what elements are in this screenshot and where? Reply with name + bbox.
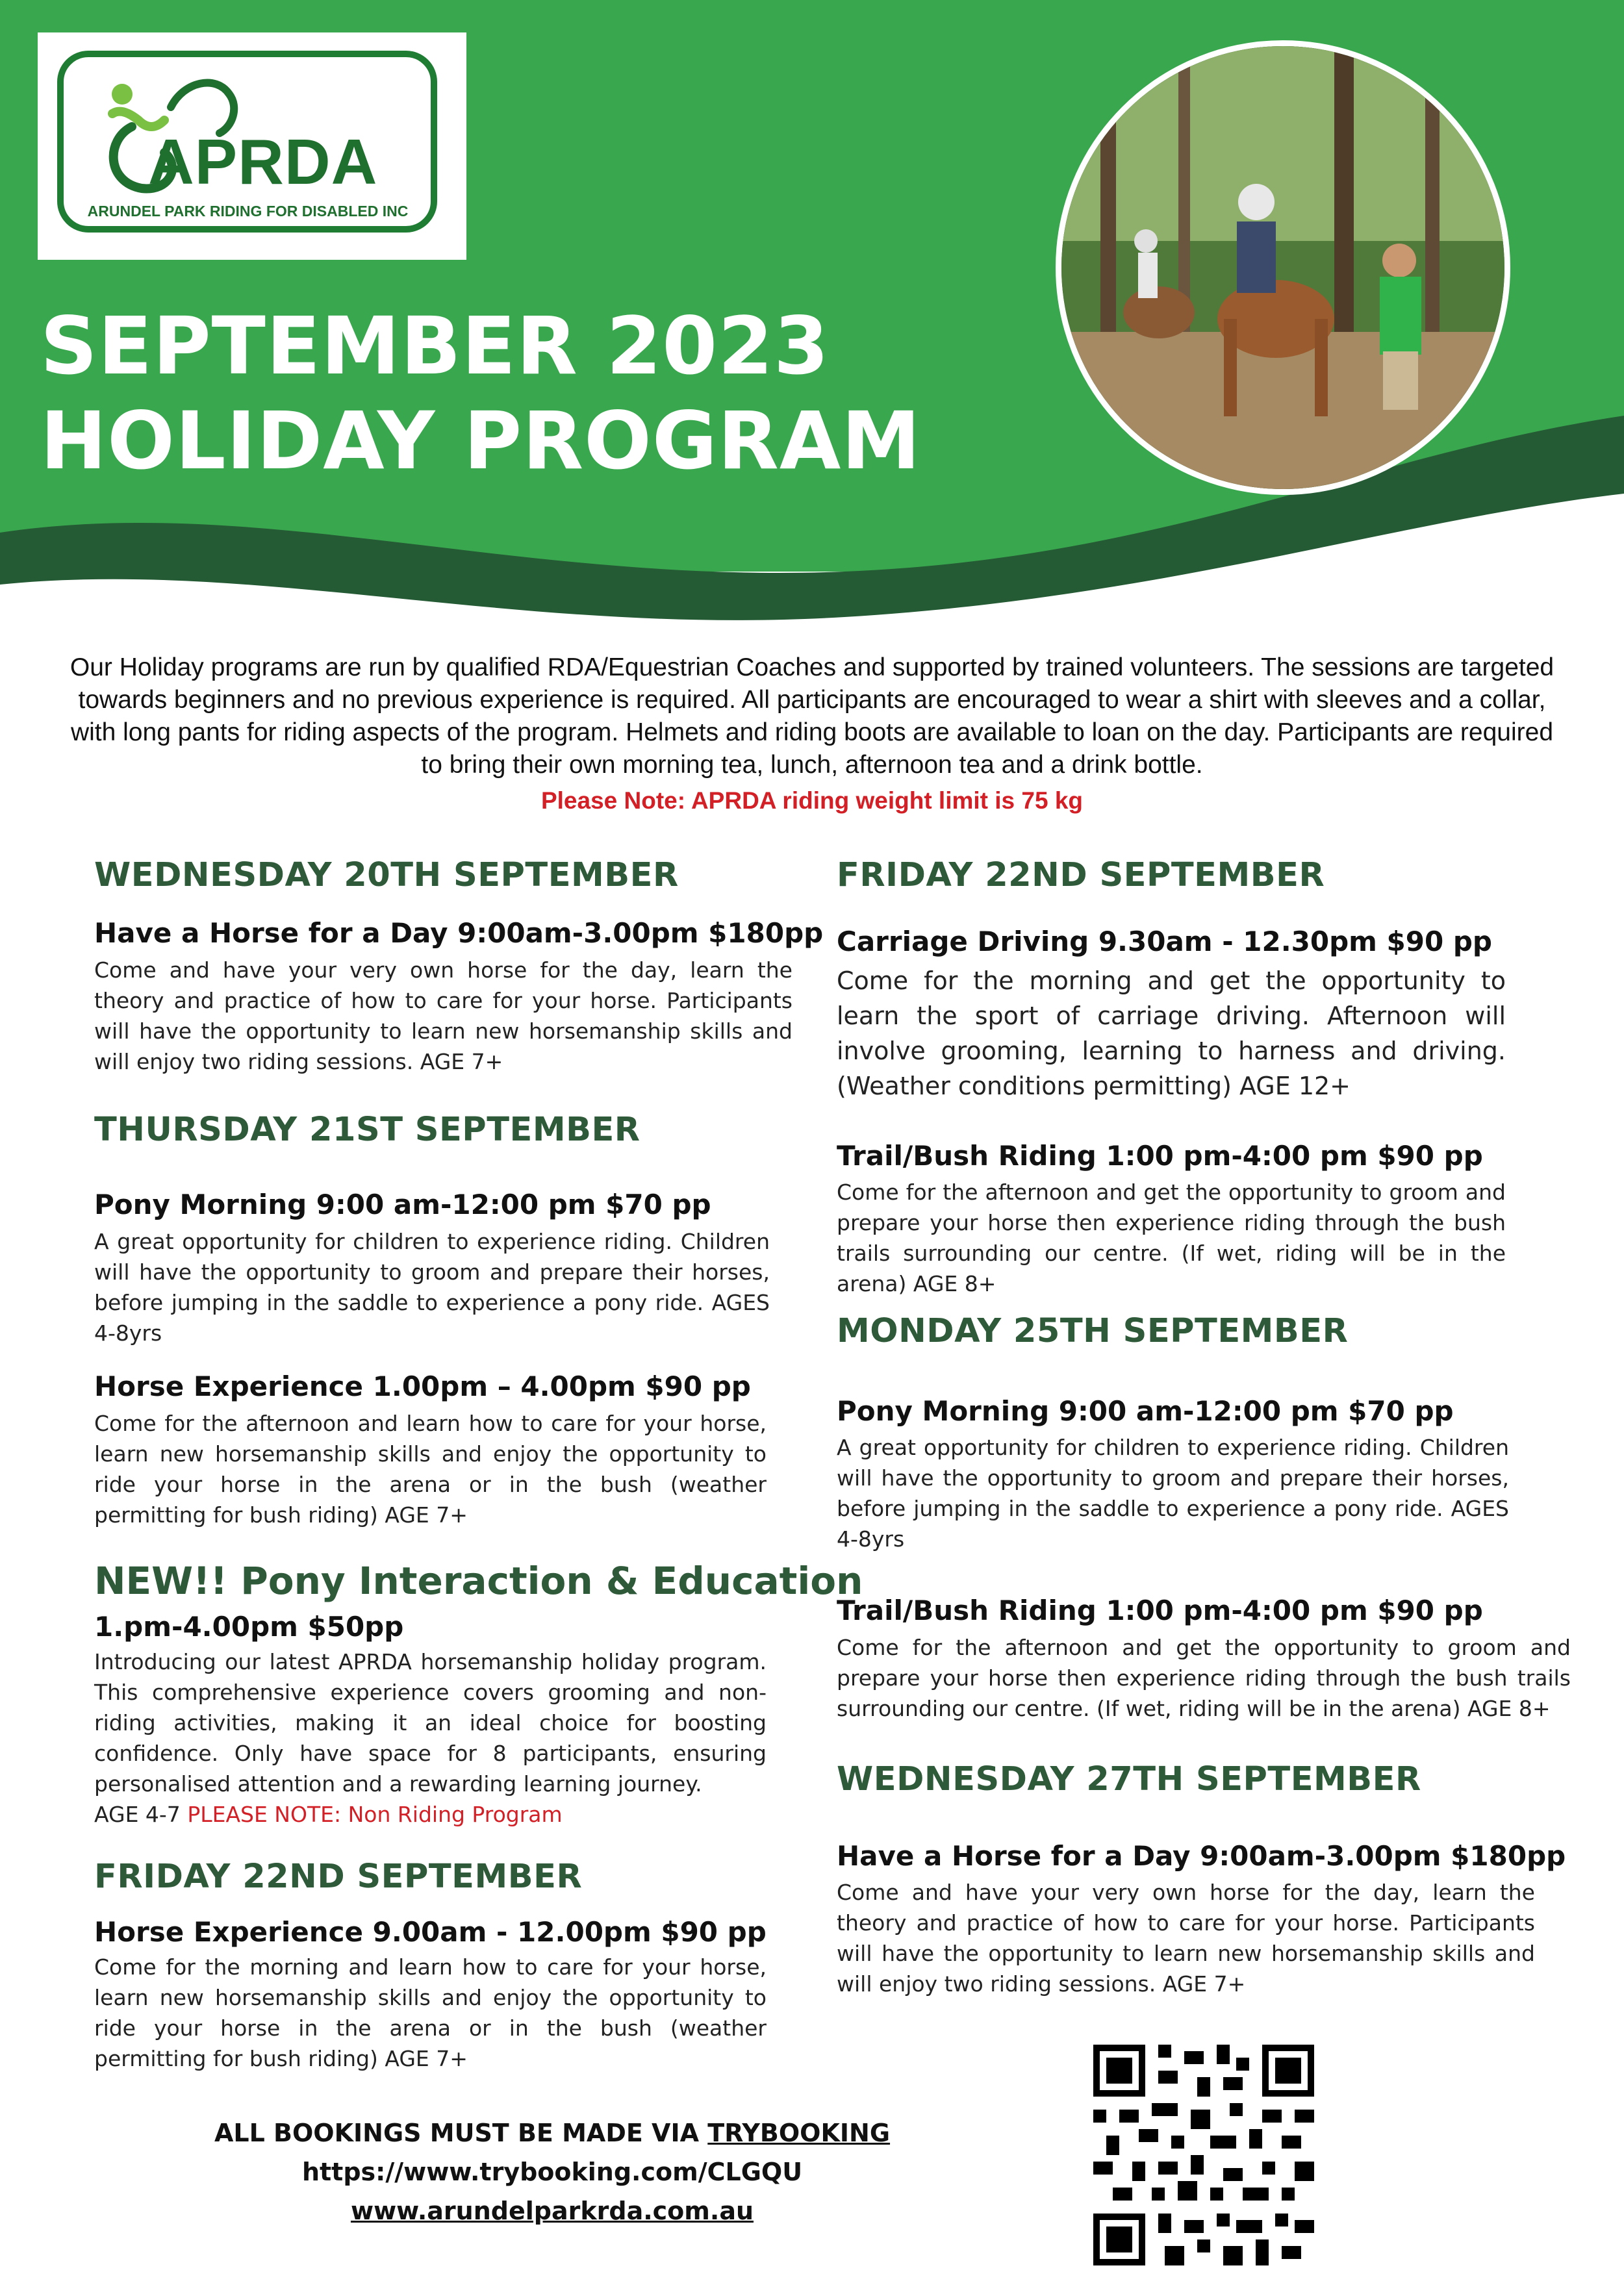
event-desc-horse-for-a-day-27: Come and have your very own horse for the day, learn the theory and practice of how to care for your horse. Participants will have the opportunity to learn new horsemanship skills and will enjoy two riding sessions. AGE 7+	[837, 1880, 1535, 1997]
title-line-2: HOLIDAY PROGRAM	[40, 395, 921, 488]
new-program-title	[94, 1559, 863, 1603]
trybooking-link[interactable]: TRYBOOKING	[707, 2119, 891, 2147]
horse-riding-photo	[1056, 40, 1510, 495]
logo-name: APRDA	[148, 126, 378, 197]
page-title	[40, 299, 921, 489]
new-program-desc: Introducing our latest APRDA horsemanship holiday program. This comprehensive experience covers grooming and non-riding activities, making it an ideal choice for boosting confidence. Only have space for 8 participants, ensuring personalised attention and a rewarding learning journey.	[94, 1649, 767, 1797]
event-desc-horse-experience-pm: Come for the afternoon and learn how to care for your horse, learn new horsemanship skills and enjoy the opportunity to ride your horse in the arena or in the bush (weather permitting for bush riding) AGE 7+	[94, 1411, 767, 1528]
event-desc-trail-riding-fri: Come for the afternoon and get the opportunity to groom and prepare your horse then experience riding through the bush trails surrounding our centre. (If wet, riding will be in the arena) AGE 8+	[837, 1180, 1506, 1296]
event-desc-trail-riding-mon: Come for the afternoon and get the opportunity to groom and prepare your horse then experience riding through the bush trails surrounding our centre. (If wet, riding will be in the arena) AGE 8+	[837, 1635, 1571, 1721]
event-title-horse-for-a-day-27: Have a Horse for a Day 9:00am-3.00pm $180pp	[837, 1840, 1566, 1872]
photo-illustration	[1061, 46, 1504, 489]
event-title-carriage-driving: Carriage Driving 9.30am - 12.30pm $90 pp	[837, 926, 1492, 957]
event-title-horse-for-a-day: Have a Horse for a Day 9:00am-3.00pm $180pp	[94, 917, 824, 949]
booking-prefix: ALL BOOKINGS MUST BE MADE VIA	[214, 2119, 700, 2147]
day-heading-wed-20: WEDNESDAY 20TH SEPTEMBER	[94, 856, 679, 894]
trybooking-url[interactable]: https://www.trybooking.com/CLGQU	[301, 2158, 803, 2186]
new-program-age: AGE 4-7	[94, 1802, 181, 1827]
event-desc-horse-for-a-day: Come and have your very own horse for the day, learn the theory and practice of how to care for your horse. Participants will have the opportunity to learn new horsemanship skills and will enjoy two riding sessions. AGE 7+	[94, 957, 793, 1074]
event-title-pony-morning-mon: Pony Morning 9:00 am-12:00 pm $70 pp	[837, 1395, 1454, 1427]
aprda-logo	[38, 32, 466, 260]
event-desc-pony-morning: A great opportunity for children to experience riding. Children will have the opportunity to groom and prepare their horses, before jumping in the saddle to experience a pony ride. AGES 4-8yrs	[94, 1229, 770, 1346]
new-program-name: Pony Interaction & Education	[240, 1559, 863, 1603]
event-title-pony-morning: Pony Morning 9:00 am-12:00 pm $70 pp	[94, 1189, 711, 1220]
new-program-time: 1.pm-4.00pm $50pp	[94, 1611, 404, 1643]
qr-code[interactable]	[1093, 2045, 1314, 2265]
new-program-note: PLEASE NOTE: Non Riding Program	[187, 1802, 563, 1827]
title-line-1: SEPTEMBER 2023	[40, 300, 830, 392]
day-heading-thu-21: THURSDAY 21ST SEPTEMBER	[94, 1111, 641, 1149]
event-desc-horse-experience-am: Come for the morning and learn how to care for your horse, learn new horsemanship skills and enjoy the opportunity to ride your horse in the arena or in the bush (weather permitting for bush riding) AGE 7+	[94, 1954, 767, 2071]
day-heading-wed-27: WEDNESDAY 27TH SEPTEMBER	[837, 1760, 1421, 1798]
event-title-trail-riding-fri: Trail/Bush Riding 1:00 pm-4:00 pm $90 pp	[837, 1140, 1483, 1172]
event-title-horse-experience-pm: Horse Experience 1.00pm – 4.00pm $90 pp	[94, 1370, 751, 1402]
day-heading-fri-22-right: FRIDAY 22ND SEPTEMBER	[837, 856, 1325, 894]
new-program-age-line	[94, 1799, 767, 1830]
new-badge: NEW!!	[94, 1559, 228, 1603]
event-desc-carriage-driving: Come for the morning and get the opportunity to learn the sport of carriage driving. Afternoon will involve grooming, learning to harness and driving. (Weather conditions permitting) AGE 12+	[837, 966, 1506, 1100]
booking-line	[162, 2119, 942, 2147]
event-title-trail-riding-mon: Trail/Bush Riding 1:00 pm-4:00 pm $90 pp	[837, 1595, 1483, 1626]
intro-paragraph: Our Holiday programs are run by qualified RDA/Equestrian Coaches and supported by trained volunteers. The sessions are targeted towards beginners and no previous experience is required. All participants are encouraged to wear a shirt with sleeves and a collar, with long pants for riding aspects of the program. Helmets and riding boots are available to loan on the day. Participants are required to bring their own morning tea, lunch, afternoon tea and a drink bottle.	[70, 653, 1554, 779]
day-heading-mon-25: MONDAY 25TH SEPTEMBER	[837, 1312, 1349, 1350]
event-title-horse-experience-am: Horse Experience 9.00am - 12.00pm $90 pp	[94, 1916, 767, 1948]
day-heading-fri-22-left: FRIDAY 22ND SEPTEMBER	[94, 1858, 583, 1896]
logo-full-name: ARUNDEL PARK RIDING FOR DISABLED INC	[87, 203, 409, 220]
weight-limit-note: Please Note: APRDA riding weight limit is 75 kg	[540, 787, 1084, 814]
event-desc-pony-morning-mon: A great opportunity for children to experience riding. Children will have the opportunity to groom and prepare their horses, before jumping in the saddle to experience a pony ride. AGES 4-8yrs	[837, 1435, 1509, 1552]
website-link[interactable]: www.arundelparkrda.com.au	[350, 2197, 754, 2225]
